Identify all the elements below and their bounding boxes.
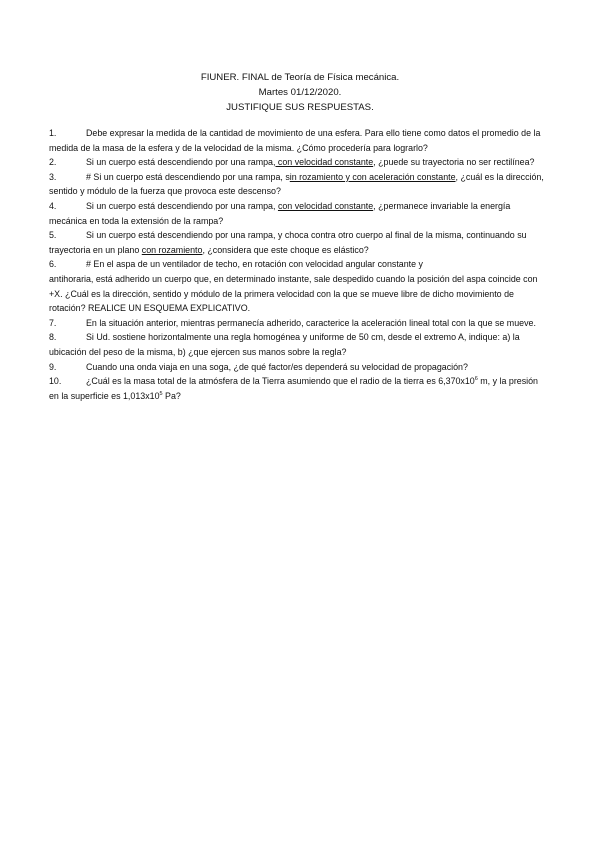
underlined-phrase: con velocidad constante (275, 157, 374, 168)
question-text: # En el aspa de un ventilador de techo, en rotación con velocidad angular constante y (86, 259, 423, 270)
question-number: 9. (49, 361, 57, 372)
question-text: , ¿considera que este choque es elástico? (202, 244, 369, 255)
question-8 (49, 330, 549, 359)
question-number: 6. (49, 259, 57, 270)
exam-header (0, 70, 600, 115)
question-number: 1. (49, 128, 57, 138)
question-text: Si un cuerpo está descendiendo por una rampa, y choca contra otro cuerpo al final de la misma, continuando su trayectoria en un plano (49, 230, 527, 255)
question-list (49, 126, 549, 403)
question-text: Si Ud. sostiene horizontalmente una regla homogénea y uniforme de 50 cm, desde el extremo A, indique: a) la ubicación del peso de la misma, b) ¿que ejercen sus manos sobre la regla? (49, 332, 520, 357)
question-number: 4. (49, 200, 57, 211)
underlined-phrase: con rozamiento (141, 244, 203, 255)
question-text: Pa? (162, 390, 181, 401)
question-number: 5. (49, 230, 57, 241)
question-2 (49, 155, 549, 170)
exam-instruction: JUSTIFIQUE SUS RESPUESTAS. (226, 102, 374, 113)
question-text: , ¿puede su trayectoria no ser rectilínea? (373, 157, 535, 168)
question-number: 8. (49, 332, 57, 343)
question-text: Si un cuerpo está descendiendo por una rampa, (86, 200, 278, 211)
question-6 (49, 257, 549, 315)
question-5 (49, 228, 549, 257)
question-text: m, y la presión en la superficie es 1,013x10 (49, 376, 538, 401)
question-number: 10. (49, 376, 62, 387)
question-9 (49, 360, 549, 375)
underlined-phrase: in rozamiento y con aceleración constante (289, 171, 456, 182)
question-3 (49, 170, 549, 199)
exponent: 5 (159, 390, 163, 397)
question-text: ¿Cuál es la masa total de la atmósfera de la Tierra asumiendo que el radio de la tierra es 6,370x10 (86, 376, 475, 387)
question-text: Cuando una onda viaja en una soga, ¿de qué factor/es dependerá su velocidad de propagación? (86, 361, 468, 372)
question-text: , ¿permanece invariable la energía mecánica en toda la extensión de la rampa? (49, 200, 511, 226)
question-text: Si un cuerpo está descendiendo por una rampa, (86, 157, 276, 168)
question-text: En la situación anterior, mientras permanecía adherido, caracterice la aceleración lineal total con la que se mueve. (86, 317, 536, 328)
question-text: , ¿cuál es la dirección, sentido y módulo de la fuerza que provoca este descenso? (49, 171, 544, 197)
question-number: 7. (49, 317, 57, 328)
exponent: 6 (474, 376, 478, 383)
question-1 (49, 126, 549, 155)
question-text: # Si un cuerpo está descendiendo por una rampa, s (86, 171, 290, 182)
question-text: antihoraria, está adherido un cuerpo que, en determinado instante, sale despedido cuando la posición del aspa coincide con +X. ¿Cuál es la dirección, sentido y módulo de la primera velocidad con la que se mueve libre de dicho movimiento de rotación? REALICE UN ESQUEMA EXPLICATIVO. (49, 273, 538, 314)
question-7 (49, 316, 549, 331)
question-number: 2. (49, 157, 57, 168)
question-10 (49, 374, 549, 403)
underlined-phrase: con velocidad constante (277, 200, 374, 211)
exam-title: FIUNER. FINAL de Teoría de Física mecánica. (200, 72, 400, 83)
exam-date: Martes 01/12/2020. (258, 87, 342, 98)
question-text: Debe expresar la medida de la cantidad de movimiento de una esfera. Para ello tiene como datos el promedio de la medida de la masa de la esfera y de la velocidad de la misma. ¿Cómo procedería para lograrlo? (49, 128, 541, 153)
question-4 (49, 199, 549, 228)
question-number: 3. (49, 171, 57, 182)
